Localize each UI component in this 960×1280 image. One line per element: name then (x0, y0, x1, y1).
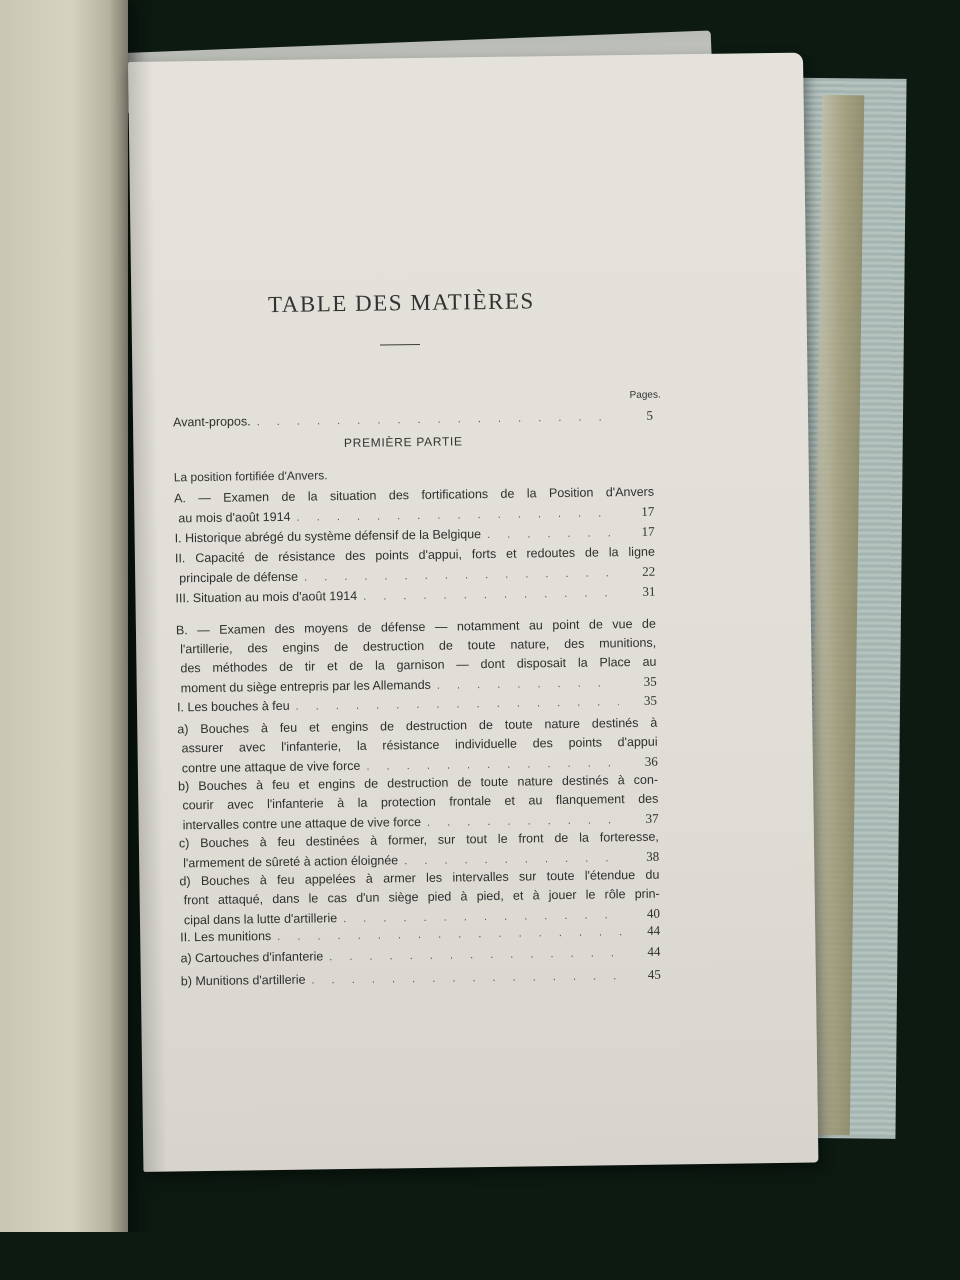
left-page (0, 0, 128, 1280)
page-title: TABLE DES MATIÈRES (267, 288, 535, 318)
section-heading: La position fortifiée d'Anvers. (173, 468, 328, 485)
toc-entry-page: 22 (642, 563, 656, 579)
part-title: PREMIÈRE PARTIE (343, 434, 463, 451)
toc-entry-text: a) Cartouches d'infanterie (180, 949, 324, 966)
toc-entry-text: assurer avec l'infanterie, la résistance individuelle des points d'appui (181, 734, 658, 756)
title-rule (380, 344, 420, 346)
toc-entry-text: I. Historique abrégé du système défensif de la Belgique (174, 527, 482, 546)
toc-entry-text: courir avec l'infanterie à la protection frontale et au flanquement des (182, 791, 659, 813)
leader-dots (329, 944, 622, 967)
background-gap (0, 1232, 150, 1280)
toc-entry-line (181, 965, 661, 993)
toc-entry (178, 771, 659, 837)
toc-entry-page: 44 (647, 943, 661, 959)
toc-entry-text: b) Bouches à feu et engins de destruction de toute nature destinés à con- (178, 772, 659, 794)
toc-entry-title: Avant-propos. (172, 414, 251, 430)
toc-entry-text: principale de défense (179, 569, 299, 586)
toc-entry-text: c) Bouches à feu destinées à former, sur tout le front de la forteresse, (178, 829, 659, 851)
toc-entry (181, 965, 661, 993)
toc-entry-text: cipal dans la lutte d'artillerie (183, 911, 338, 928)
toc-entry-text: des méthodes de tir et de la garnison — dont disposait la Place au (180, 654, 657, 676)
toc-entry-page: 40 (646, 905, 661, 921)
toc-entry-page: 44 (647, 922, 661, 938)
leader-dots (257, 408, 616, 432)
toc-entry-page: 17 (641, 523, 655, 539)
toc-entry-text: intervalles contre une attaque de vive force (182, 814, 422, 833)
toc-entry (176, 615, 657, 700)
toc-entry-text: I. Les bouches à feu (176, 698, 290, 715)
toc-entry-page: 36 (644, 753, 658, 769)
toc-entry-page: 35 (643, 692, 658, 708)
toc-entry-page: 31 (642, 583, 656, 599)
toc-entry-text: l'artillerie, des engins de destruction de toute nature, des munitions, (180, 635, 657, 657)
right-page (128, 53, 818, 1172)
toc-entry-page: 35 (643, 673, 657, 689)
toc-entry-avant-propos (173, 392, 653, 434)
toc-entry-text: b) Munitions d'artillerie (180, 972, 306, 989)
toc-entry-text: B. — Examen des moyens de défense — notamment au point de vue de (175, 616, 656, 638)
leader-dots (487, 524, 617, 545)
toc-entry-text: d) Bouches à feu appelées à armer les intervalles sur toute l'étendue du (179, 867, 660, 889)
toc-entry-text: contre une attaque de vive force (181, 758, 361, 776)
leader-dots (311, 967, 623, 990)
toc-entry-page: 45 (647, 966, 661, 982)
toc-entry-page: 17 (641, 503, 655, 519)
leader-dots (295, 693, 619, 717)
toc-entry-text: l'armement de sûreté à action éloignée (183, 853, 399, 871)
toc-entry-page: 38 (646, 848, 660, 864)
toc-entry-text: au mois d'août 1914 (178, 509, 291, 526)
toc-entry-text: II. Capacité de résistance des points d'appui, forts et redoutes de la ligne (174, 544, 655, 566)
toc-entry (177, 714, 658, 780)
toc-entry-page: 37 (645, 810, 659, 826)
toc-entry-text: A. — Examen de la situation des fortifications de la Position d'Anvers (173, 484, 655, 506)
toc-entry-text: III. Situation au mois d'août 1914 (175, 588, 358, 606)
toc-entry-text: II. Les munitions (180, 929, 272, 945)
toc-entry-text: moment du siège entrepris par les Allemands (180, 677, 431, 696)
toc-entry-page: 5 (646, 407, 654, 423)
toc-entry-text: a) Bouches à feu et engins de destruction de toute nature destinés à (177, 715, 658, 737)
pages-column-header: Pages. (629, 389, 661, 402)
leader-dots (363, 584, 618, 607)
toc-entry-text: front attaqué, dans le cas d'un siège pied à pied, et à jouer le rôle prin- (183, 886, 660, 908)
